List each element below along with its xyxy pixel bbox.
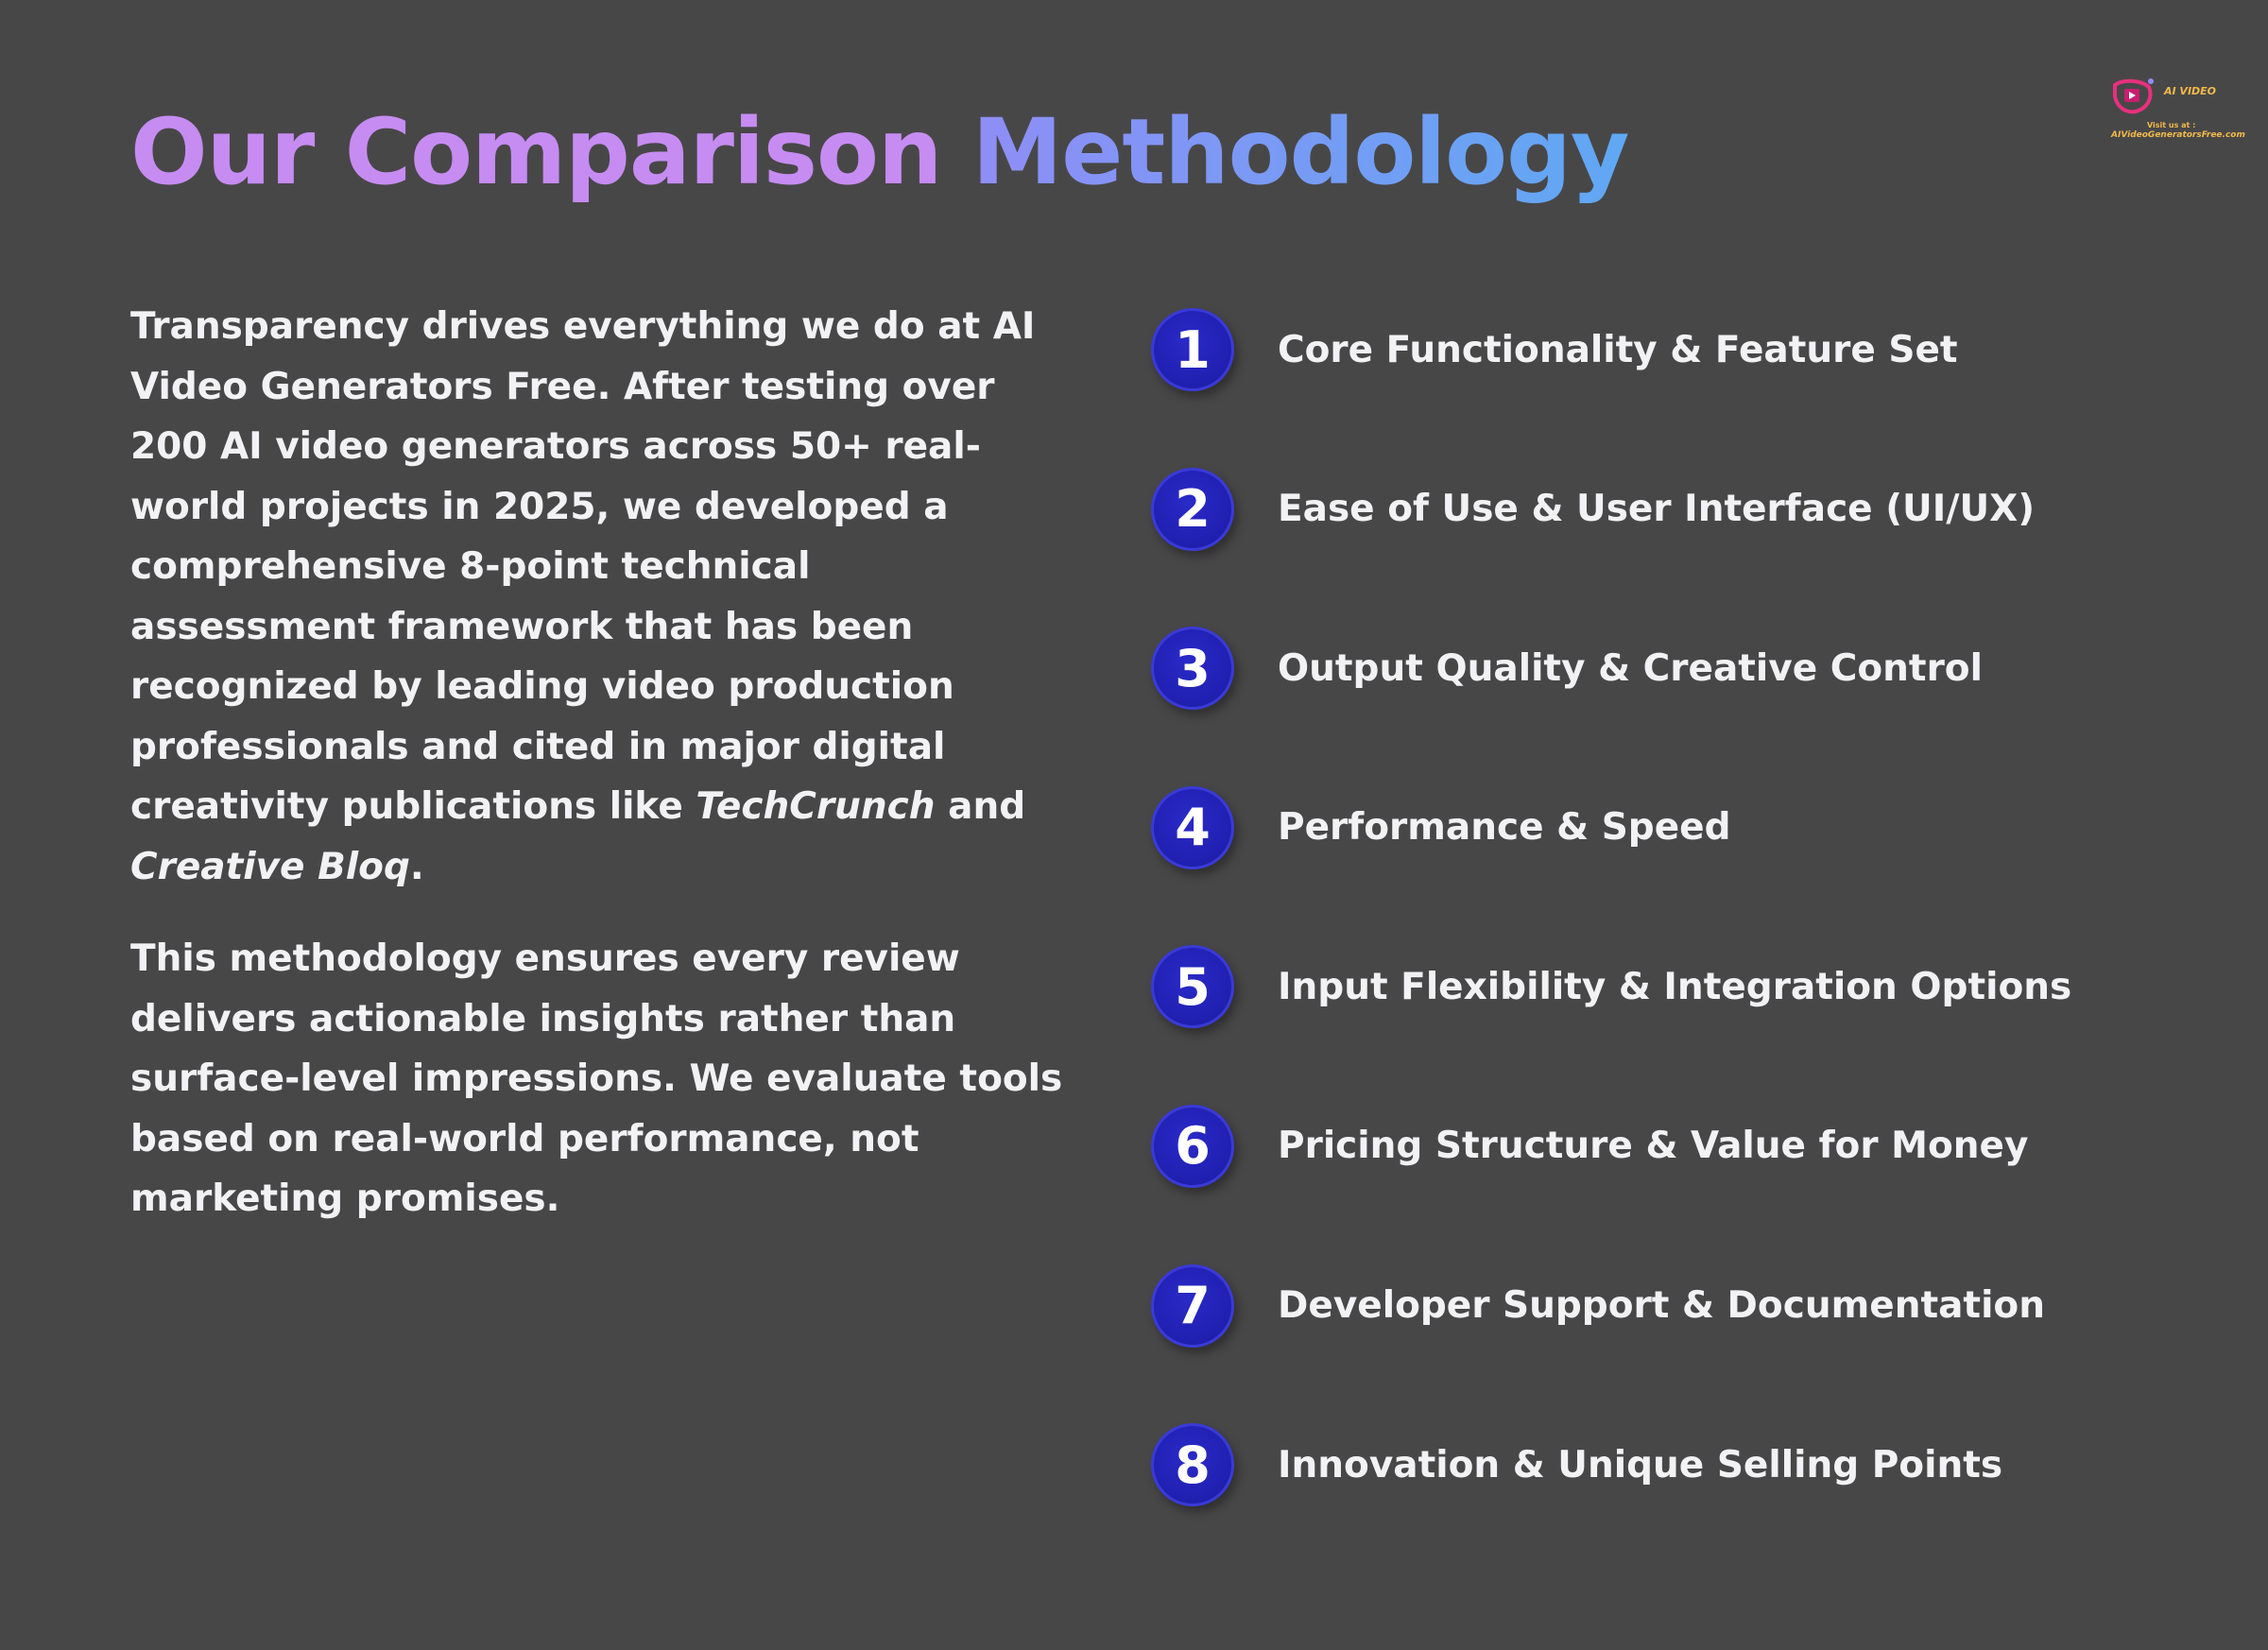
publication-creative-bloq: Creative Bloq [130, 845, 410, 888]
number-badge: 5 [1151, 945, 1234, 1028]
intro-paragraph-2: This methodology ensures every review delivers actionable insights rather than surface-level impressions. We evaluate tools based on real-world performance, not marketing promises. [130, 937, 1063, 1220]
criteria-label: Output Quality & Creative Control [1278, 646, 1983, 690]
video-play-logo-icon [2111, 76, 2158, 117]
criteria-label: Developer Support & Documentation [1278, 1284, 2045, 1328]
criteria-item-3 [1151, 625, 2071, 712]
number-badge: 1 [1151, 308, 1234, 391]
criteria-item-2 [1151, 466, 2071, 553]
intro-paragraph-1 [130, 297, 1066, 897]
criteria-label: Input Flexibility & Integration Options [1278, 965, 2072, 1008]
title-part-2: Methodology [971, 99, 1629, 205]
title-part-1: Our Comparison [130, 99, 942, 205]
intro-paragraph-1-text: Transparency drives everything we do at AI Video Generators Free. After testing over 200 AI video generators across 50+ real-world projects in 2025, we developed a comprehensive 8-point technical assessment framework that has been recognized by leading video production professionals and cited in major digital creativity publications like [130, 305, 1036, 828]
criteria-item-6 [1151, 1103, 2071, 1190]
page-title [130, 98, 1628, 207]
connector-text: and [948, 785, 1026, 828]
criteria-label: Core Functionality & Feature Set [1278, 328, 1958, 371]
criteria-item-5 [1151, 943, 2071, 1030]
criteria-label: Ease of Use & User Interface (UI/UX) [1278, 488, 2036, 531]
criteria-item-1 [1151, 306, 2071, 393]
number-badge: 3 [1151, 627, 1234, 710]
criteria-label: Pricing Structure & Value for Money [1278, 1125, 2029, 1168]
publication-techcrunch: TechCrunch [696, 785, 936, 828]
number-badge: 8 [1151, 1423, 1234, 1506]
number-badge: 4 [1151, 786, 1234, 869]
criteria-list [1151, 306, 2071, 1581]
logo-brand-text: AI VIDEO [2164, 85, 2217, 97]
number-badge: 2 [1151, 468, 1234, 551]
criteria-label: Innovation & Unique Selling Points [1278, 1443, 2003, 1487]
intro-column [130, 297, 1066, 1229]
logo-visit-text: Visit us at : [2147, 121, 2196, 129]
number-badge: 7 [1151, 1264, 1234, 1348]
criteria-item-4 [1151, 784, 2071, 871]
number-badge: 6 [1151, 1105, 1234, 1188]
criteria-item-8 [1151, 1421, 2071, 1508]
end-punctuation: . [409, 845, 424, 888]
site-logo[interactable] [2105, 70, 2245, 146]
criteria-item-7 [1151, 1263, 2071, 1349]
logo-url-text[interactable]: AIVideoGeneratorsFree.com [2111, 130, 2245, 140]
criteria-label: Performance & Speed [1278, 806, 1731, 850]
